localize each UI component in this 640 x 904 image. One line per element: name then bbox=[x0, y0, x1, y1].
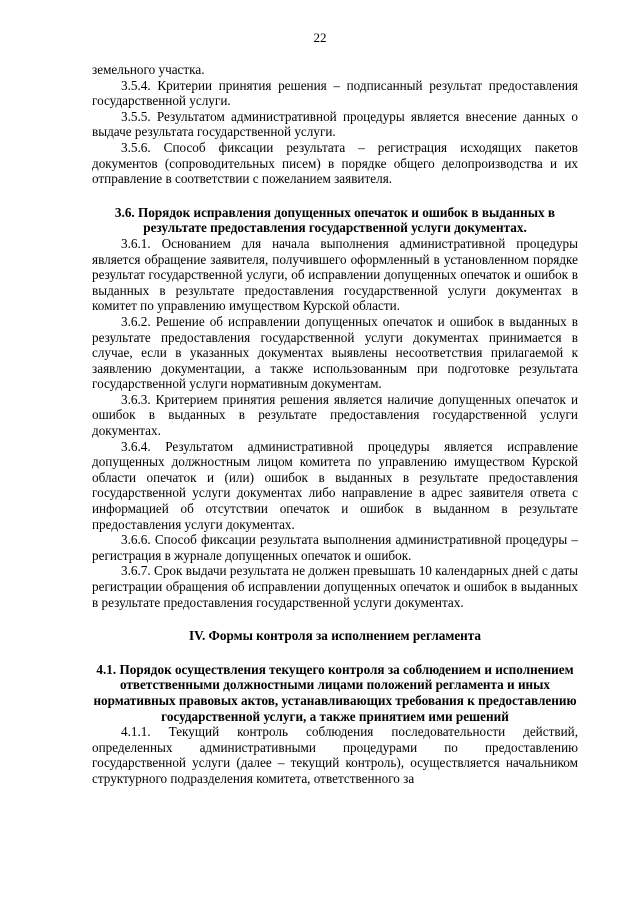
paragraph-continuation: земельного участка. bbox=[92, 62, 205, 77]
paragraph-3-5-5: 3.5.5. Результатом административной процедуры является внесение данных о выдаче результата государственной услуги. bbox=[92, 108, 578, 140]
paragraph-4-1-1: 4.1.1. Текущий контроль соблюдения последовательности действий, определенных административными процедурами по предоставлению государственной услуги (далее – текущий контроль), осуществляется начальником структурного подразделения комитета, ответственного за bbox=[92, 724, 578, 786]
section-iv-heading: IV. Формы контроля за исполнением регламента bbox=[188, 628, 482, 644]
page-number: 22 bbox=[313, 30, 327, 45]
paragraph-3-6-1: 3.6.1. Основанием для начала выполнения административной процедуры является обращение заявителя, получившего оформленный в установленном порядке результат государственной услуги, об исправлении допущенных опечаток и ошибок в выданных в результате предоставления государственной услуги документах в комитет по управлению имуществом Курской области. bbox=[92, 235, 578, 314]
paragraph-3-5-4: 3.5.4. Критерии принятия решения – подписанный результат предоставления государственной услуги. bbox=[92, 77, 578, 109]
page-content bbox=[92, 62, 578, 787]
paragraph-3-6-3: 3.6.3. Критерием принятия решения является наличие допущенных опечаток и ошибок в выданных в результате предоставления государственной услуги документах. bbox=[92, 391, 578, 439]
paragraph-3-6-7: 3.6.7. Срок выдачи результата не должен превышать 10 календарных дней с даты регистрации обращения об исправлении допущенных опечаток и ошибок в выданных в результате предоставления государственной услуги документах. bbox=[92, 563, 578, 610]
paragraph-3-6-2: 3.6.2. Решение об исправлении допущенных опечаток и ошибок в выданных в результате предоставления государственной услуги документах принимается в случае, если в указанных документах выявлены несоответствия прилагаемой к заявлению документации, а также использованным при подготовке результата государственной услуги нормативным документам. bbox=[92, 313, 578, 392]
paragraph-3-6-4: 3.6.4. Результатом административной процедуры является исправление допущенных должностным лицом комитета по управлению имуществом Курской области опечаток и (или) ошибок в выданных в результате предоставления государственной услуги документах либо направление в адрес заявителя ответа с информацией об отсутствии опечаток и ошибок в выданном в результате предоставления услуги документах. bbox=[92, 438, 578, 532]
paragraph-3-6-6: 3.6.6. Способ фиксации результата выполнения административной процедуры – регистрация в журнале допущенных опечаток и ошибок. bbox=[92, 532, 578, 563]
section-4-1-heading: 4.1. Порядок осуществления текущего контроля за соблюдением и исполнением ответственными должностными лицами положений регламента и иных нормативных правовых актов, устанавливающих требования к предоставлению государственной услуги, а также принятием ими решений bbox=[93, 661, 577, 724]
paragraph-3-5-6: 3.5.6. Способ фиксации результата – регистрация исходящих пакетов документов (сопроводительных писем) в порядке общего делопроизводства и их отправление в соответствии с пожеланием заявителя. bbox=[92, 139, 578, 187]
section-3-6-heading: 3.6. Порядок исправления допущенных опечаток и ошибок в выданных в результате предоставления государственной услуги документах. bbox=[114, 204, 556, 236]
